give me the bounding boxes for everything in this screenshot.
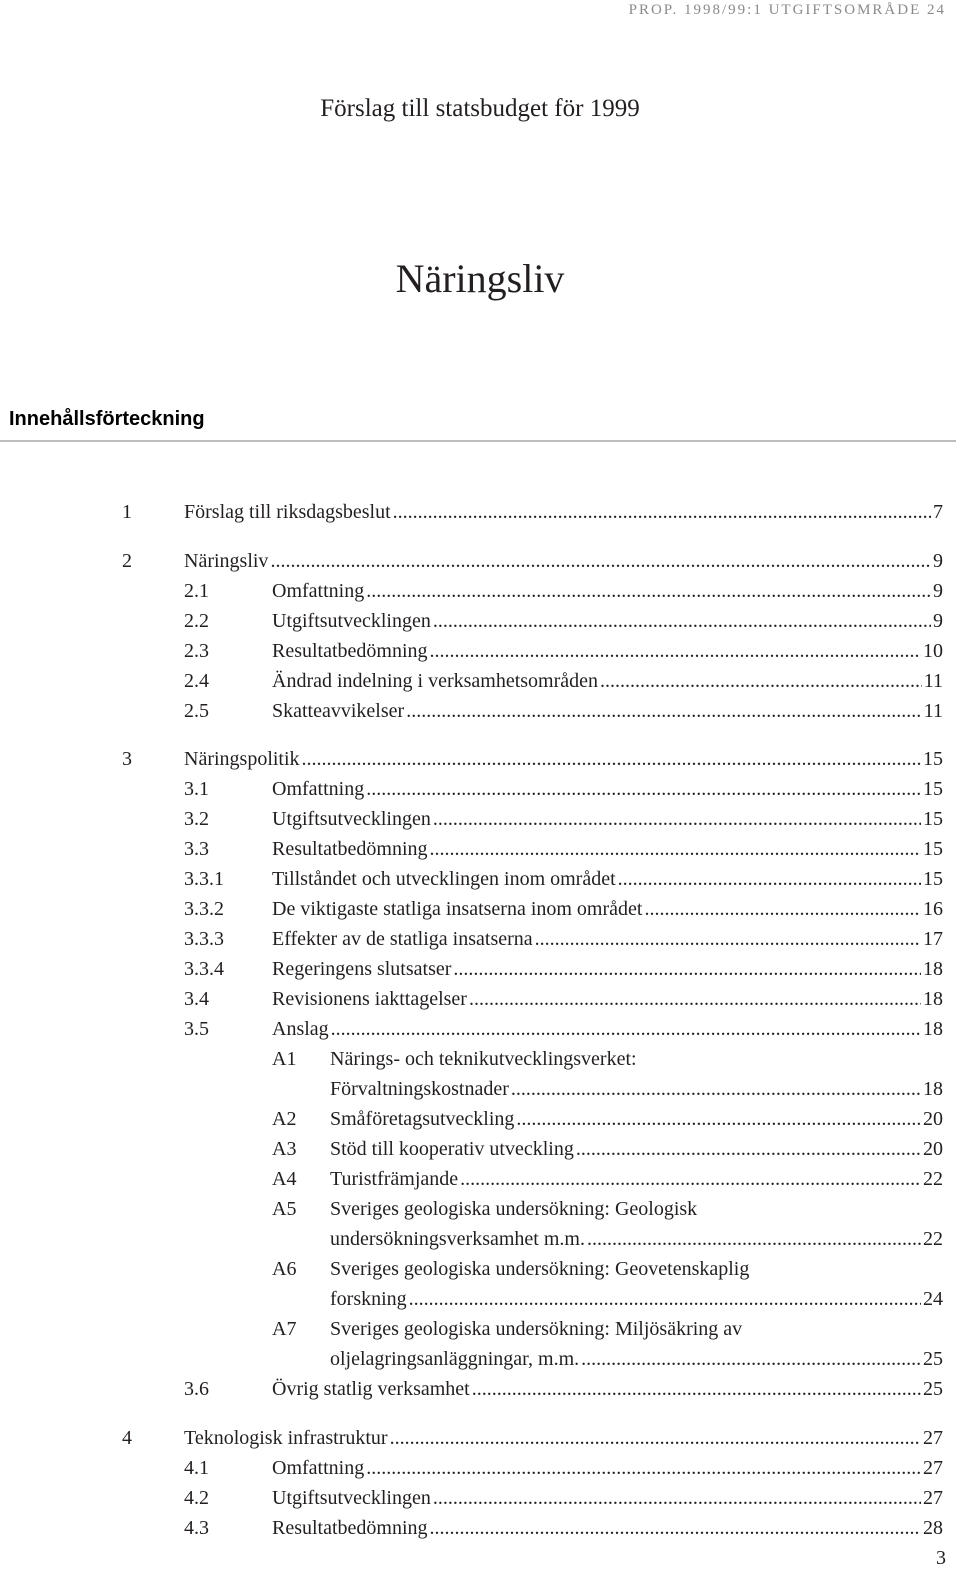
dot-leader	[393, 497, 931, 527]
toc-entry-page: 10	[923, 640, 943, 662]
toc-entry-number: A3	[272, 1138, 297, 1160]
toc-entry-number: 2.1	[184, 580, 209, 602]
toc-entry-number: 2.4	[184, 670, 209, 692]
toc-entry-label: Sveriges geologiska undersökning: Geologisk	[330, 1198, 698, 1220]
toc-entry-label: Revisionens iakttagelser	[272, 988, 467, 1010]
dot-leader	[516, 1104, 921, 1134]
toc-entry-page: 18	[923, 958, 943, 980]
toc-entry-label: Stöd till kooperativ utveckling	[330, 1138, 574, 1160]
dot-leader	[433, 804, 921, 834]
toc-entry-label: Utgiftsutvecklingen	[272, 1487, 431, 1509]
dot-leader	[472, 1374, 921, 1404]
toc-entry-page: 18	[923, 988, 943, 1010]
toc-entry-label: Sveriges geologiska undersökning: Geovetenskaplig	[330, 1258, 750, 1280]
dot-leader	[433, 1483, 921, 1513]
toc-entry-label: Resultatbedömning	[272, 838, 428, 860]
toc-entry[interactable]	[0, 546, 960, 576]
toc-entry-number: 2.5	[184, 700, 209, 722]
page-title: Näringsliv	[395, 256, 565, 301]
toc-entry[interactable]	[0, 954, 960, 984]
dot-leader	[430, 636, 921, 666]
toc-entry[interactable]	[0, 744, 960, 774]
toc-entry-number: 3.3.3	[184, 928, 224, 950]
toc-entry-page: 17	[923, 928, 943, 950]
toc-entry-number: 4	[122, 1427, 132, 1449]
toc-entry-label: undersökningsverksamhet m.m.	[330, 1228, 585, 1250]
toc-heading: Innehållsförteckning	[9, 408, 205, 430]
toc-entry-label: Sveriges geologiska undersökning: Miljösäkring av	[330, 1318, 743, 1340]
toc-entry-label: Utgiftsutvecklingen	[272, 610, 431, 632]
toc-entry-label: Resultatbedömning	[272, 640, 428, 662]
toc-entry-label: Ändrad indelning i verksamhetsområden	[272, 670, 599, 692]
toc-entry-label: Förvaltningskostnader	[330, 1078, 509, 1100]
toc-entry[interactable]	[0, 1194, 960, 1224]
toc-entry-label: Turistfrämjande	[330, 1168, 459, 1190]
toc-entry-page: 20	[923, 1138, 943, 1160]
dot-leader	[366, 576, 931, 606]
toc-entry-number: 3.2	[184, 808, 209, 830]
dot-leader	[581, 1344, 921, 1374]
toc-entry[interactable]	[0, 774, 960, 804]
toc-entry[interactable]	[0, 834, 960, 864]
toc-entry-label: Anslag	[272, 1018, 329, 1040]
toc-entry-number: 2	[122, 550, 132, 572]
toc-entry-label: Teknologisk infrastruktur	[184, 1427, 388, 1449]
toc-entry-page: 25	[923, 1378, 943, 1400]
toc-entry-label: Omfattning	[272, 778, 365, 800]
toc-entry-label: forskning	[330, 1288, 407, 1310]
toc-entry-page: 25	[923, 1348, 943, 1370]
toc-entry-number: A1	[272, 1048, 297, 1070]
toc-entry-page: 9	[933, 550, 943, 572]
toc-entry-number: 3.4	[184, 988, 209, 1010]
toc-entry-page: 16	[923, 898, 943, 920]
toc-entry-number: A4	[272, 1168, 297, 1190]
toc-entry-page: 22	[923, 1228, 943, 1250]
toc-entry-label: Näringspolitik	[184, 748, 300, 770]
toc-entry-label: Småföretagsutveckling	[330, 1108, 515, 1130]
toc-entry[interactable]	[0, 1044, 960, 1074]
toc-entry-number: 3.6	[184, 1378, 209, 1400]
toc-entry[interactable]	[0, 984, 960, 1014]
dot-leader	[511, 1074, 921, 1104]
toc-entry-number: A6	[272, 1258, 297, 1280]
dot-leader	[390, 1423, 921, 1453]
dot-leader	[331, 1014, 921, 1044]
dot-leader	[366, 1453, 921, 1483]
toc-entry-page: 18	[923, 1078, 943, 1100]
toc-entry[interactable]	[0, 1164, 960, 1194]
document-subtitle: Förslag till statsbudget för 1999	[320, 95, 640, 122]
toc-entry-number: 3.1	[184, 778, 209, 800]
toc-entry-number: 2.3	[184, 640, 209, 662]
toc-entry[interactable]	[0, 1423, 960, 1453]
page-number: 3	[936, 1547, 946, 1569]
toc-entry-page: 9	[933, 580, 943, 602]
dot-leader	[270, 546, 931, 576]
toc-entry[interactable]	[0, 1483, 960, 1513]
toc-entry[interactable]	[0, 1513, 960, 1543]
toc-entry-number: 4.1	[184, 1457, 209, 1479]
dot-leader	[600, 666, 922, 696]
toc-entry-page: 20	[923, 1108, 943, 1130]
toc-entry-label: De viktigaste statliga insatserna inom området	[272, 898, 643, 920]
toc-entry[interactable]	[0, 894, 960, 924]
toc-entry-label: Effekter av de statliga insatserna	[272, 928, 533, 950]
toc-entry-label: Närings- och teknikutvecklingsverket:	[330, 1048, 637, 1070]
toc-entry-page: 27	[923, 1487, 943, 1509]
toc-entry-page: 22	[923, 1168, 943, 1190]
toc-entry[interactable]	[0, 1134, 960, 1164]
toc-entry-label: Resultatbedömning	[272, 1517, 428, 1539]
toc-entry[interactable]	[0, 1014, 960, 1044]
toc-entry-page: 7	[933, 501, 943, 523]
toc-entry-label: Omfattning	[272, 580, 365, 602]
toc-entry-page: 15	[923, 838, 943, 860]
toc-entry-page: 27	[923, 1457, 943, 1479]
toc-entry[interactable]	[0, 804, 960, 834]
toc-entry[interactable]	[0, 1284, 960, 1314]
toc-entry[interactable]	[0, 1344, 960, 1374]
dot-leader	[366, 774, 921, 804]
toc-entry-number: A5	[272, 1198, 297, 1220]
toc-entry-page: 24	[923, 1288, 943, 1310]
toc-entry[interactable]	[0, 924, 960, 954]
toc-entry-label: Utgiftsutvecklingen	[272, 808, 431, 830]
toc-entry[interactable]	[0, 1224, 960, 1254]
toc-entry[interactable]	[0, 666, 960, 696]
dot-leader	[460, 1164, 921, 1194]
toc-entry-label: oljelagringsanläggningar, m.m.	[330, 1348, 580, 1370]
toc-entry-number: 3.3	[184, 838, 209, 860]
divider	[0, 440, 956, 442]
toc-entry-number: 3.3.4	[184, 958, 224, 980]
dot-leader	[469, 984, 921, 1014]
dot-leader	[302, 744, 921, 774]
toc-entry[interactable]	[0, 696, 960, 726]
toc-entry-page: 11	[923, 670, 943, 692]
toc-entry-label: Näringsliv	[184, 550, 269, 572]
dot-leader	[535, 924, 921, 954]
toc-entry[interactable]	[0, 576, 960, 606]
toc-entry-number: 3	[122, 748, 132, 770]
toc-entry[interactable]	[0, 606, 960, 636]
toc-entry[interactable]	[0, 1104, 960, 1134]
toc-entry[interactable]	[0, 1374, 960, 1404]
dot-leader	[644, 894, 921, 924]
toc-entry[interactable]	[0, 1254, 960, 1284]
toc-entry-number: 4.2	[184, 1487, 209, 1509]
toc-entry-page: 27	[923, 1427, 943, 1449]
dot-leader	[430, 1513, 921, 1543]
toc-entry[interactable]	[0, 1074, 960, 1104]
toc-entry-number: 2.2	[184, 610, 209, 632]
toc-entry-label: Skatteavvikelser	[272, 700, 405, 722]
toc-entry[interactable]	[0, 497, 960, 527]
toc-entry-page: 18	[923, 1018, 943, 1040]
toc-entry-page: 15	[923, 868, 943, 890]
toc-entry[interactable]	[0, 636, 960, 666]
dot-leader	[406, 696, 922, 726]
toc-entry-page: 28	[923, 1517, 943, 1539]
dot-leader	[576, 1134, 921, 1164]
toc-entry[interactable]	[0, 864, 960, 894]
dot-leader	[433, 606, 931, 636]
dot-leader	[618, 864, 921, 894]
toc-entry-label: Tillståndet och utvecklingen inom området	[272, 868, 616, 890]
toc-entry-number: 4.3	[184, 1517, 209, 1539]
toc-entry-page: 15	[923, 808, 943, 830]
toc-entry-label: Regeringens slutsatser	[272, 958, 452, 980]
toc-entry-page: 15	[923, 778, 943, 800]
dot-leader	[453, 954, 921, 984]
toc-entry-number: 3.3.1	[184, 868, 224, 890]
dot-leader	[587, 1224, 921, 1254]
toc-entry-label: Förslag till riksdagsbeslut	[184, 501, 391, 523]
dot-leader	[430, 834, 921, 864]
toc-entry-number: 3.5	[184, 1018, 209, 1040]
toc-entry-number: A2	[272, 1108, 297, 1130]
running-header: PROP. 1998/99:1 UTGIFTSOMRÅDE 24	[628, 2, 946, 18]
toc-entry-page: 11	[923, 700, 943, 722]
dot-leader	[409, 1284, 921, 1314]
toc-entry-label: Övrig statlig verksamhet	[272, 1378, 470, 1400]
toc-entry[interactable]	[0, 1453, 960, 1483]
toc-entry-page: 15	[923, 748, 943, 770]
toc-entry-number: A7	[272, 1318, 297, 1340]
toc-entry-number: 3.3.2	[184, 898, 224, 920]
toc-entry[interactable]	[0, 1314, 960, 1344]
toc-entry-label: Omfattning	[272, 1457, 365, 1479]
toc-entry-number: 1	[122, 501, 132, 523]
toc-entry-page: 9	[933, 610, 943, 632]
